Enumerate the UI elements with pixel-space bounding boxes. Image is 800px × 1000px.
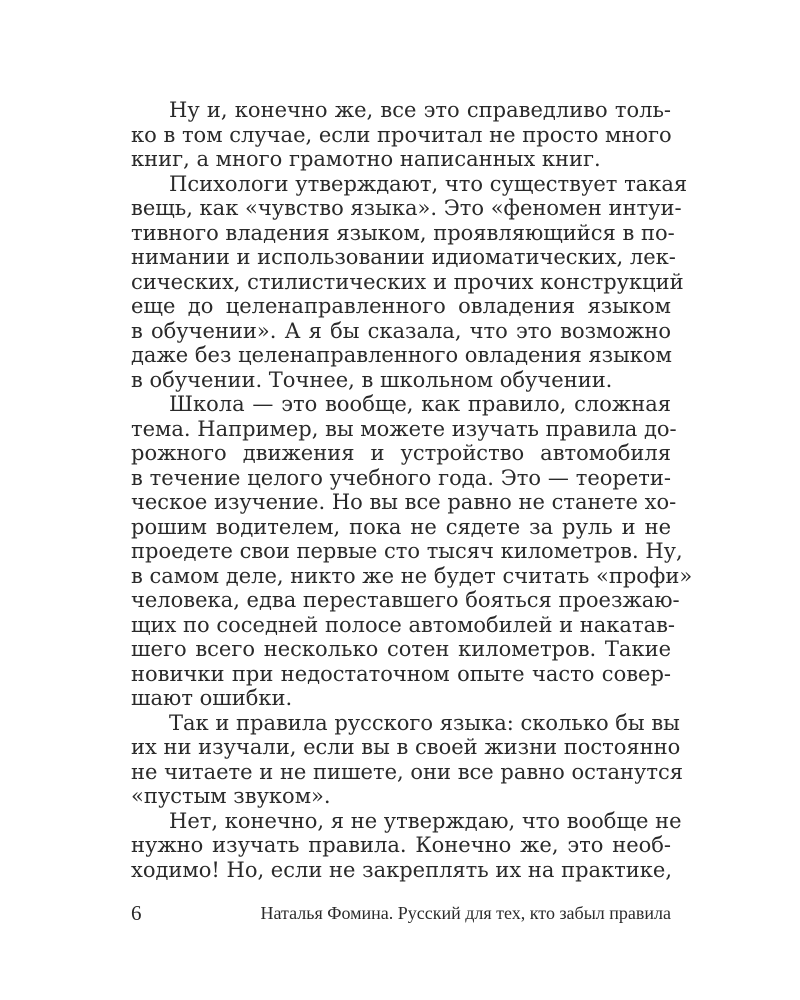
text-line: Так и правила русского языка: сколько бы вы bbox=[169, 710, 680, 735]
text-line: рошим водителем, пока не сядете за руль и не bbox=[131, 514, 671, 539]
text-line: ко в том случае, если прочитал не просто много bbox=[131, 122, 672, 147]
text-line: в самом деле, никто же не будет считать «профи» bbox=[131, 563, 693, 588]
body-text bbox=[131, 98, 693, 882]
text-line: ходимо! Но, если не закреплять их на практике, bbox=[131, 857, 673, 882]
text-line: проедете свои первые сто тысяч километров. Ну, bbox=[131, 539, 683, 563]
text-line: еще до целенаправленного овладения языком bbox=[131, 294, 671, 318]
text-line: Нет, конечно, я не утверждаю, что вообще не bbox=[169, 808, 682, 833]
text-line: книг, а много грамотно написанных книг. bbox=[131, 147, 601, 171]
text-line: шего всего несколько сотен километров. Такие bbox=[131, 637, 671, 661]
page-number: 6 bbox=[131, 901, 142, 925]
text-line: тема. Например, вы можете изучать правила до- bbox=[131, 416, 677, 441]
text-line: щих по соседней полосе автомобилей и накатав- bbox=[131, 612, 676, 637]
text-line: новички при недостаточном опыте часто совер- bbox=[131, 661, 671, 686]
text-line: не читаете и не пишете, они все равно останутся bbox=[131, 759, 683, 784]
text-line: в обучении». А я бы сказала, что это возможно bbox=[131, 318, 671, 343]
paragraph bbox=[131, 392, 693, 711]
text-line: ческое изучение. Но вы все равно не станете хо- bbox=[131, 490, 677, 514]
paragraph bbox=[131, 710, 683, 809]
text-line: шают ошибки. bbox=[131, 686, 293, 710]
paragraph bbox=[131, 171, 688, 393]
text-line: «пустым звуком». bbox=[131, 784, 331, 808]
text-line: их ни изучали, если вы в своей жизни постоянно bbox=[131, 735, 681, 759]
text-line: сических, стилистических и прочих конструкций bbox=[131, 269, 684, 294]
text-line: нимании и использовании идиоматических, лек- bbox=[131, 245, 676, 269]
text-line: Ну и, конечно же, все это справедливо толь- bbox=[169, 98, 671, 122]
text-line: Психологи утверждают, что существует такая bbox=[169, 171, 688, 196]
text-line: рожного движения и устройство автомобиля bbox=[131, 441, 671, 465]
page-footer bbox=[131, 900, 671, 926]
text-line: человека, едва переставшего бояться проезжаю- bbox=[131, 588, 680, 612]
text-line: вещь, как «чувство языка». Это «феномен интуи- bbox=[131, 196, 682, 220]
paragraph bbox=[131, 808, 682, 883]
text-line: тивного владения языком, проявляющийся в по- bbox=[131, 220, 675, 245]
running-title: Наталья Фомина. Русский для тех, кто забыл правила bbox=[260, 903, 671, 923]
text-line: нужно изучать правила. Конечно же, это необ- bbox=[131, 833, 671, 857]
text-line: даже без целенаправленного овладения языком bbox=[131, 343, 672, 367]
text-line: Школа — это вообще, как правило, сложная bbox=[169, 392, 671, 416]
text-line: в течение целого учебного года. Это — теорети- bbox=[131, 465, 671, 490]
text-line: в обучении. Точнее, в школьном обучении. bbox=[131, 367, 613, 392]
paragraph bbox=[131, 98, 671, 172]
